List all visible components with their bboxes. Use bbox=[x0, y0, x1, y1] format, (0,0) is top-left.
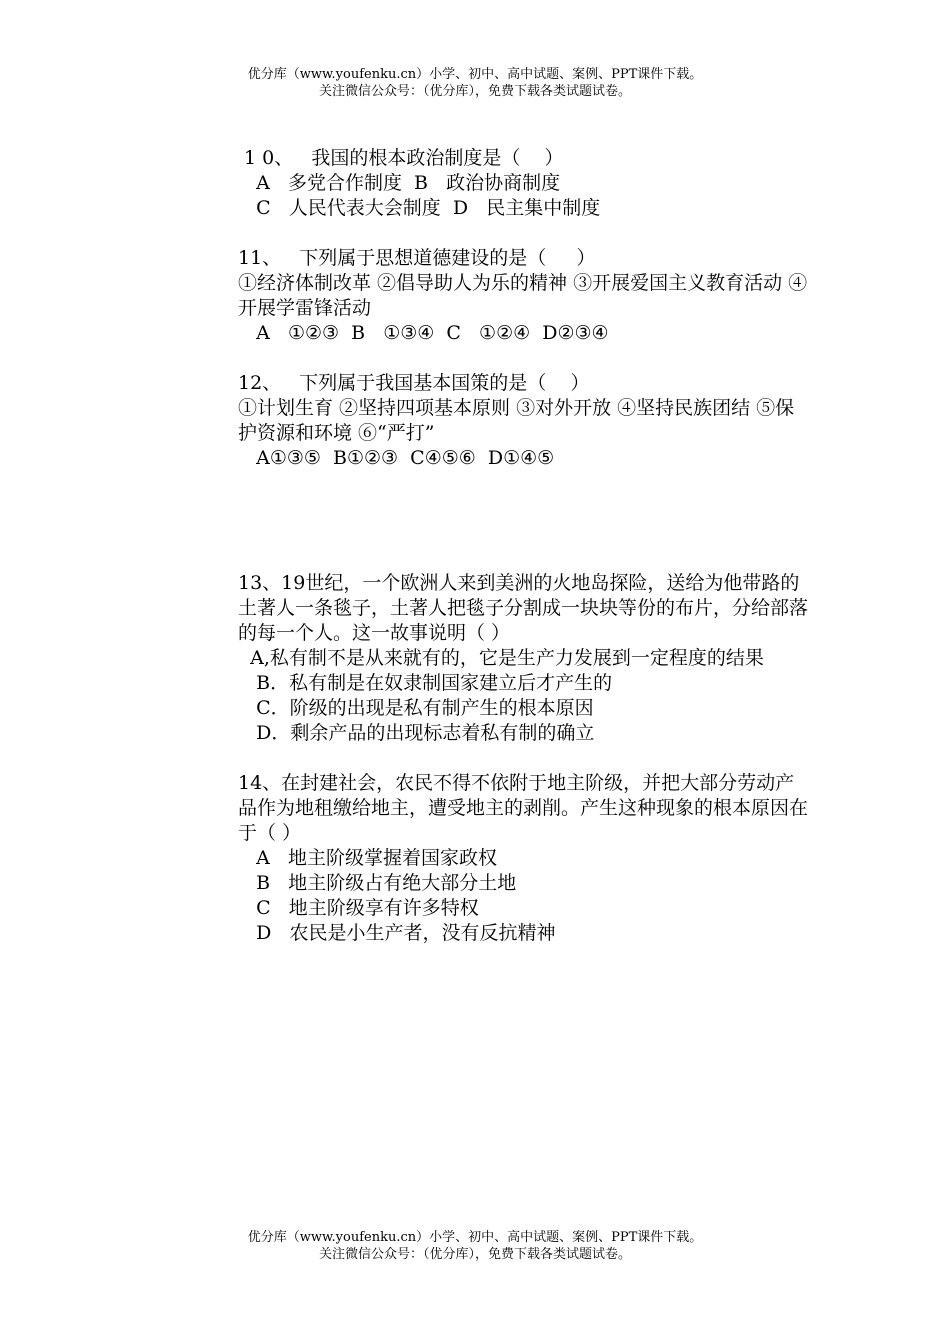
question-14-stem: 14、在封建社会，农民不得不依附于地主阶级，并把大部分劳动产品作为地租缴给地主，遭受地主的剥削。产生这种现象的根本原因在于（ ） bbox=[238, 772, 809, 844]
question-14-option-a: A 地主阶级掌握着国家政权 bbox=[238, 847, 497, 869]
question-12-stem: 12、 下列属于我国基本国策的是（ ） bbox=[238, 372, 590, 394]
question-10-options-cd: C 人民代表大会制度 D 民主集中制度 bbox=[238, 197, 601, 219]
question-12 bbox=[238, 371, 808, 471]
question-14-option-c: C 地主阶级享有许多特权 bbox=[238, 897, 479, 919]
question-11-body: ①经济体制改革 ②倡导助人为乐的精神 ③开展爱国主义教育活动 ④开展学雷锋活动 bbox=[238, 272, 808, 319]
question-13-option-b: B．私有制是在奴隶制国家建立后才产生的 bbox=[238, 672, 613, 694]
question-13-stem: 13、19世纪，一个欧洲人来到美洲的火地岛探险，送给为他带路的土著人一条毯子，土著人把毯子分割成一块块等份的布片，分给部落的每一个人。这一故事说明（ ） bbox=[238, 572, 809, 644]
footer-line-1: 优分库（www.youfenku.cn）小学、初中、高中试题、案例、PPT课件下载。 bbox=[247, 1230, 703, 1245]
question-13-option-c: C．阶级的出现是私有制产生的根本原因 bbox=[238, 697, 594, 719]
question-10-stem: 1 0、 我国的根本政治制度是（ ） bbox=[238, 147, 564, 169]
page-header bbox=[0, 66, 950, 100]
header-line-2: 关注微信公众号：（优分库），免费下载各类试题试卷。 bbox=[318, 84, 631, 99]
question-13-option-a: A,私有制不是从来就有的，它是生产力发展到一定程度的结果 bbox=[238, 647, 764, 669]
question-10 bbox=[238, 146, 808, 221]
question-13-option-d: D．剩余产品的出现标志着私有制的确立 bbox=[238, 722, 595, 744]
question-10-options-ab: A 多党合作制度 B 政治协商制度 bbox=[238, 172, 561, 194]
page-footer bbox=[0, 1229, 950, 1263]
question-11 bbox=[238, 246, 808, 346]
question-14 bbox=[238, 771, 808, 946]
question-14-option-b: B 地主阶级占有绝大部分土地 bbox=[238, 872, 517, 894]
question-11-stem: 11、 下列属于思想道德建设的是（ ） bbox=[238, 247, 596, 269]
header-line-1: 优分库（www.youfenku.cn）小学、初中、高中试题、案例、PPT课件下载。 bbox=[247, 67, 703, 82]
question-12-options: A①③⑤ B①②③ C④⑤⑥ D①④⑤ bbox=[238, 447, 555, 469]
question-content bbox=[238, 146, 808, 946]
question-14-option-d: D 农民是小生产者，没有反抗精神 bbox=[238, 922, 556, 944]
question-11-options: A ①②③ B ①③④ C ①②④ D②③④ bbox=[238, 322, 609, 344]
footer-line-2: 关注微信公众号：（优分库），免费下载各类试题试卷。 bbox=[318, 1247, 631, 1262]
question-12-body: ①计划生育 ②坚持四项基本原则 ③对外开放 ④坚持民族团结 ⑤保护资源和环境 ⑥“严打” bbox=[238, 397, 795, 444]
question-13 bbox=[238, 571, 808, 746]
